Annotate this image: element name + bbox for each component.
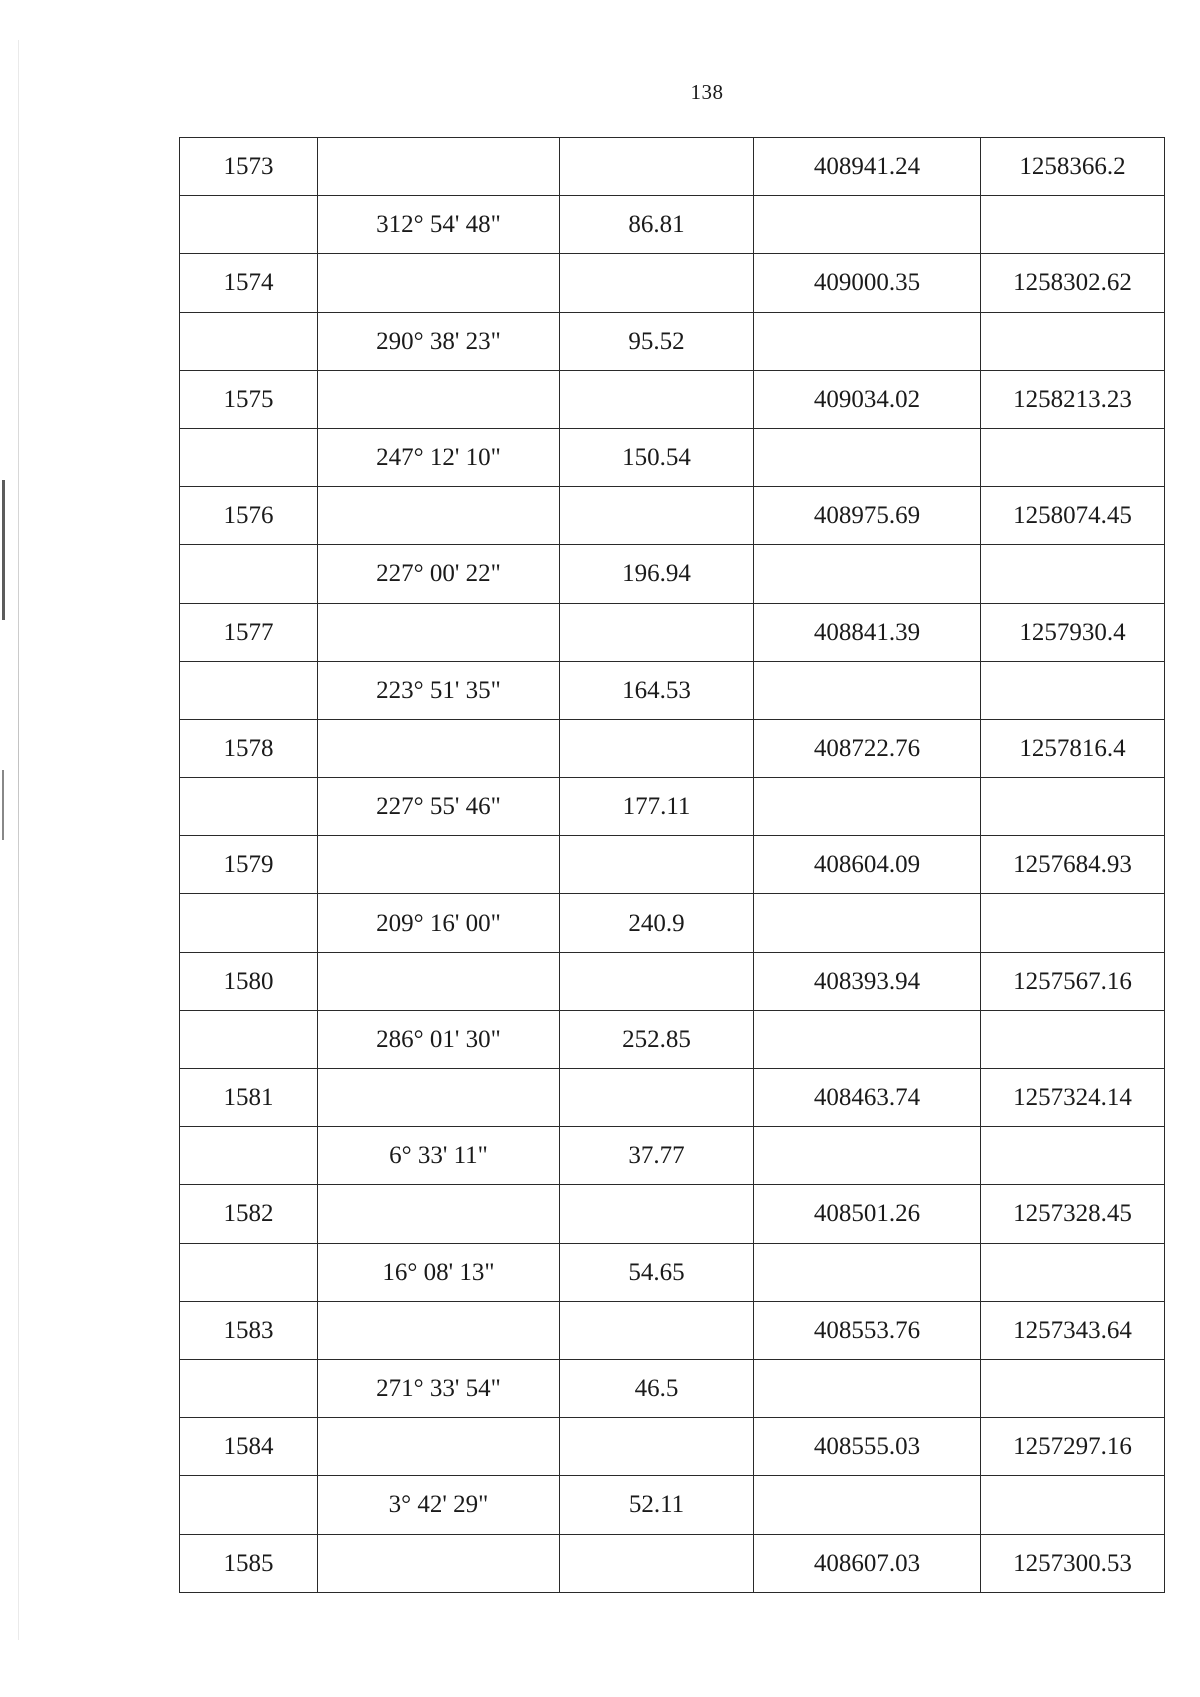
cell-point-id: [180, 196, 318, 254]
cell-point-id: [180, 428, 318, 486]
cell-bearing: [318, 254, 560, 312]
cell-distance: 95.52: [560, 312, 754, 370]
cell-distance: [560, 370, 754, 428]
table-row: [180, 1534, 1165, 1592]
table-row: [180, 1010, 1165, 1068]
cell-distance: [560, 1069, 754, 1127]
cell-easting: 1258213.23: [981, 370, 1165, 428]
cell-northing: [754, 1476, 981, 1534]
cell-northing: [754, 196, 981, 254]
cell-bearing: 312° 54' 48": [318, 196, 560, 254]
table-row: [180, 1359, 1165, 1417]
cell-point-id: 1575: [180, 370, 318, 428]
cell-distance: 150.54: [560, 428, 754, 486]
table-row: [180, 661, 1165, 719]
table-row: [180, 1185, 1165, 1243]
cell-point-id: 1577: [180, 603, 318, 661]
table-row: [180, 545, 1165, 603]
cell-distance: [560, 836, 754, 894]
cell-point-id: [180, 1127, 318, 1185]
table-row: [180, 719, 1165, 777]
table-row: [180, 312, 1165, 370]
cell-bearing: 6° 33' 11": [318, 1127, 560, 1185]
cell-northing: 408607.03: [754, 1534, 981, 1592]
cell-distance: 86.81: [560, 196, 754, 254]
table-row: [180, 1069, 1165, 1127]
cell-bearing: 247° 12' 10": [318, 428, 560, 486]
cell-bearing: [318, 603, 560, 661]
cell-point-id: [180, 778, 318, 836]
cell-bearing: 286° 01' 30": [318, 1010, 560, 1068]
table-row: [180, 778, 1165, 836]
cell-northing: [754, 545, 981, 603]
cell-point-id: 1573: [180, 138, 318, 196]
cell-easting: [981, 894, 1165, 952]
table-row: [180, 370, 1165, 428]
table-row: [180, 1127, 1165, 1185]
page-number: 138: [690, 80, 724, 104]
cell-bearing: 271° 33' 54": [318, 1359, 560, 1417]
cell-easting: [981, 1359, 1165, 1417]
scan-edge-line: [18, 40, 19, 1640]
table-row: [180, 428, 1165, 486]
cell-easting: [981, 545, 1165, 603]
cell-easting: 1257567.16: [981, 952, 1165, 1010]
cell-easting: [981, 1127, 1165, 1185]
cell-point-id: [180, 894, 318, 952]
cell-point-id: 1578: [180, 719, 318, 777]
cell-northing: [754, 1010, 981, 1068]
cell-distance: 252.85: [560, 1010, 754, 1068]
cell-northing: 408941.24: [754, 138, 981, 196]
cell-point-id: [180, 1243, 318, 1301]
cell-northing: [754, 428, 981, 486]
cell-bearing: [318, 487, 560, 545]
cell-bearing: [318, 836, 560, 894]
cell-point-id: 1574: [180, 254, 318, 312]
cell-bearing: [318, 1185, 560, 1243]
cell-northing: 408553.76: [754, 1301, 981, 1359]
cell-easting: 1257324.14: [981, 1069, 1165, 1127]
cell-point-id: 1582: [180, 1185, 318, 1243]
cell-easting: 1258302.62: [981, 254, 1165, 312]
cell-distance: [560, 1418, 754, 1476]
cell-easting: 1257328.45: [981, 1185, 1165, 1243]
table-row: [180, 1476, 1165, 1534]
cell-easting: 1257343.64: [981, 1301, 1165, 1359]
cell-bearing: [318, 952, 560, 1010]
cell-northing: 409034.02: [754, 370, 981, 428]
cell-point-id: 1585: [180, 1534, 318, 1592]
cell-easting: [981, 196, 1165, 254]
cell-easting: 1257297.16: [981, 1418, 1165, 1476]
cell-easting: [981, 778, 1165, 836]
cell-distance: 46.5: [560, 1359, 754, 1417]
scan-edge-mark: [2, 480, 5, 620]
cell-northing: 408841.39: [754, 603, 981, 661]
cell-bearing: 227° 55' 46": [318, 778, 560, 836]
cell-easting: 1257816.4: [981, 719, 1165, 777]
cell-bearing: [318, 1534, 560, 1592]
cell-bearing: 3° 42' 29": [318, 1476, 560, 1534]
cell-distance: 54.65: [560, 1243, 754, 1301]
cell-northing: 408604.09: [754, 836, 981, 894]
cell-easting: 1258366.2: [981, 138, 1165, 196]
cell-distance: 37.77: [560, 1127, 754, 1185]
cell-distance: 196.94: [560, 545, 754, 603]
cell-bearing: [318, 370, 560, 428]
cell-distance: 164.53: [560, 661, 754, 719]
cell-point-id: [180, 545, 318, 603]
cell-northing: [754, 1243, 981, 1301]
cell-point-id: [180, 1010, 318, 1068]
cell-easting: 1257300.53: [981, 1534, 1165, 1592]
table-row: [180, 254, 1165, 312]
cell-northing: 408501.26: [754, 1185, 981, 1243]
cell-bearing: [318, 719, 560, 777]
cell-easting: [981, 1476, 1165, 1534]
cell-northing: 408555.03: [754, 1418, 981, 1476]
table-row: [180, 196, 1165, 254]
cell-easting: [981, 661, 1165, 719]
cell-point-id: [180, 661, 318, 719]
cell-easting: [981, 312, 1165, 370]
cell-bearing: [318, 1301, 560, 1359]
cell-point-id: [180, 1359, 318, 1417]
cell-bearing: 209° 16' 00": [318, 894, 560, 952]
cell-easting: [981, 428, 1165, 486]
table-row: [180, 1243, 1165, 1301]
table-row: [180, 603, 1165, 661]
cell-distance: [560, 603, 754, 661]
cell-northing: 408463.74: [754, 1069, 981, 1127]
table-row: [180, 952, 1165, 1010]
coordinate-table-body: [180, 138, 1165, 1593]
cell-northing: [754, 661, 981, 719]
cell-distance: [560, 1534, 754, 1592]
table-row: [180, 1301, 1165, 1359]
cell-distance: [560, 952, 754, 1010]
cell-easting: [981, 1243, 1165, 1301]
cell-northing: [754, 894, 981, 952]
table-row: [180, 138, 1165, 196]
cell-northing: [754, 1359, 981, 1417]
cell-point-id: 1579: [180, 836, 318, 894]
coordinate-table: [179, 137, 1165, 1593]
scan-edge-mark: [2, 770, 4, 840]
cell-point-id: 1583: [180, 1301, 318, 1359]
cell-northing: [754, 1127, 981, 1185]
cell-distance: 240.9: [560, 894, 754, 952]
cell-distance: [560, 1301, 754, 1359]
cell-distance: 52.11: [560, 1476, 754, 1534]
cell-distance: [560, 1185, 754, 1243]
cell-bearing: 227° 00' 22": [318, 545, 560, 603]
cell-point-id: 1576: [180, 487, 318, 545]
table-row: [180, 836, 1165, 894]
cell-point-id: 1581: [180, 1069, 318, 1127]
cell-distance: [560, 719, 754, 777]
cell-northing: 408975.69: [754, 487, 981, 545]
cell-distance: [560, 254, 754, 312]
cell-point-id: 1580: [180, 952, 318, 1010]
cell-northing: 409000.35: [754, 254, 981, 312]
cell-northing: 408393.94: [754, 952, 981, 1010]
cell-northing: [754, 312, 981, 370]
cell-bearing: [318, 1069, 560, 1127]
cell-bearing: [318, 1418, 560, 1476]
cell-bearing: 223° 51' 35": [318, 661, 560, 719]
cell-easting: 1257930.4: [981, 603, 1165, 661]
table-row: [180, 1418, 1165, 1476]
cell-northing: 408722.76: [754, 719, 981, 777]
table-row: [180, 487, 1165, 545]
cell-bearing: 16° 08' 13": [318, 1243, 560, 1301]
cell-easting: 1257684.93: [981, 836, 1165, 894]
cell-bearing: [318, 138, 560, 196]
cell-bearing: 290° 38' 23": [318, 312, 560, 370]
cell-northing: [754, 778, 981, 836]
cell-distance: [560, 138, 754, 196]
cell-point-id: [180, 1476, 318, 1534]
cell-distance: 177.11: [560, 778, 754, 836]
table-row: [180, 894, 1165, 952]
cell-easting: 1258074.45: [981, 487, 1165, 545]
cell-easting: [981, 1010, 1165, 1068]
cell-point-id: [180, 312, 318, 370]
cell-point-id: 1584: [180, 1418, 318, 1476]
cell-distance: [560, 487, 754, 545]
